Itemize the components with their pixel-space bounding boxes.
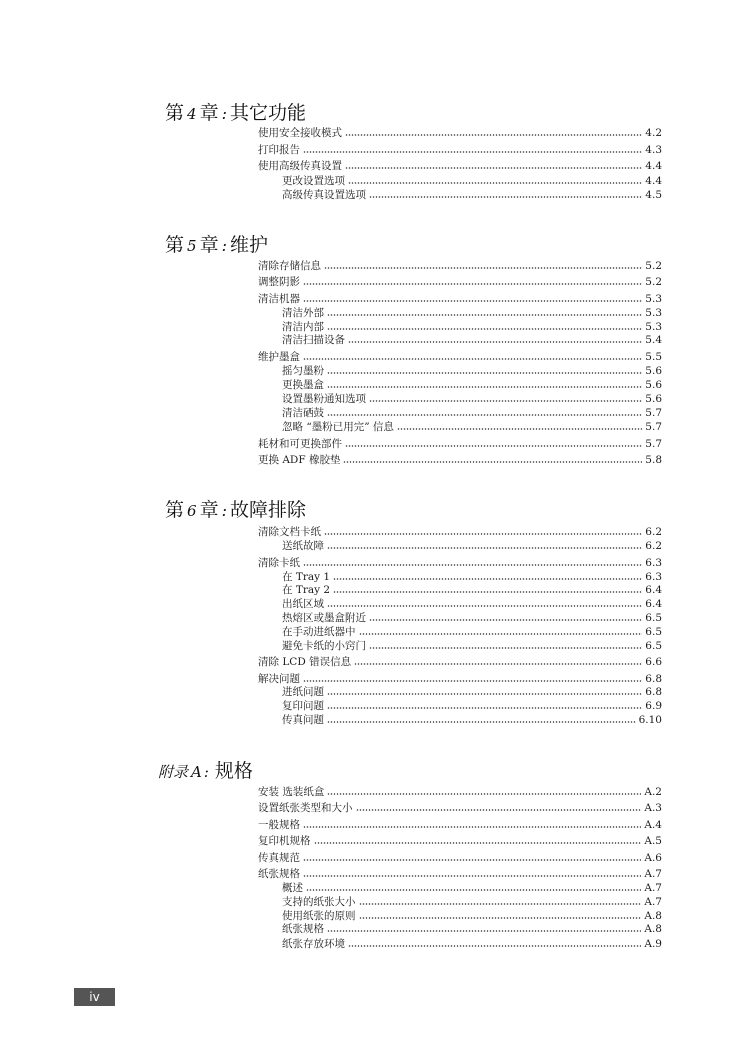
dot-leader: [327, 706, 642, 710]
toc-entry-title: 更改设置选项: [282, 175, 345, 187]
toc-subentry[interactable]: [282, 685, 662, 699]
chapter-title-num: 4: [187, 105, 197, 123]
dot-leader: [397, 427, 642, 431]
toc-entry-title: 设置纸张类型和大小: [258, 802, 353, 814]
toc-page-number: 6.6: [645, 656, 662, 668]
toc-page-number: 5.6: [645, 365, 662, 377]
dot-leader: [327, 546, 642, 550]
toc-subentry[interactable]: [282, 909, 662, 923]
toc-page-number: 6.3: [645, 571, 662, 583]
toc-subentry[interactable]: [282, 583, 662, 597]
toc-entry-title: 复印机规格: [258, 835, 311, 847]
dot-leader: [359, 632, 643, 636]
chapter-title-name: 维护: [229, 234, 268, 256]
dot-leader: [369, 195, 642, 199]
dot-leader: [314, 841, 642, 845]
chapter-title-colon: :: [203, 763, 209, 781]
toc-entry-title: 一般规格: [258, 819, 300, 831]
toc-entry[interactable]: [258, 785, 662, 799]
toc-entry[interactable]: [258, 159, 662, 173]
toc-subentry[interactable]: [282, 320, 662, 334]
dot-leader: [303, 150, 642, 154]
toc-entry-title: 送纸故障: [282, 540, 324, 552]
toc-page-number: 4.4: [645, 175, 662, 187]
dot-leader: [348, 340, 642, 344]
toc-entry[interactable]: [258, 126, 662, 140]
toc-page-number: 6.5: [645, 612, 662, 624]
toc-page-number: 5.7: [645, 421, 662, 433]
dot-leader: [303, 858, 641, 862]
chapter-title: [165, 230, 268, 257]
toc-page-number: 5.7: [645, 407, 662, 419]
toc-entry-title: 清洁机器: [258, 293, 300, 305]
toc-page-number: 6.8: [645, 686, 662, 698]
toc-entry-title: 使用安全接收模式: [258, 127, 342, 139]
toc-page-number: 5.8: [645, 454, 662, 466]
chapter-title: [165, 98, 306, 125]
dot-leader: [348, 944, 641, 948]
toc-page-number: 6.9: [645, 700, 662, 712]
toc-entry[interactable]: [258, 275, 662, 289]
toc-page-number: A.8: [644, 910, 662, 922]
toc-entry[interactable]: [258, 867, 662, 881]
dot-leader: [356, 808, 642, 812]
toc-subentry[interactable]: [282, 937, 662, 951]
toc-page-number: 6.2: [645, 540, 662, 552]
toc-subentry[interactable]: [282, 333, 662, 347]
toc-entry-title: 清洁硒鼓: [282, 407, 324, 419]
toc-entry-title: 摇匀墨粉: [282, 365, 324, 377]
toc-subentry[interactable]: [282, 713, 662, 727]
chapter-title-pre: 附录: [158, 763, 189, 781]
chapter-title-pre: 章: [199, 234, 219, 256]
toc-entry-title: 调整阴影: [258, 276, 300, 288]
toc-entry-title: 打印报告: [258, 144, 300, 156]
toc-page-number: A.7: [644, 896, 662, 908]
toc-page-number: 5.6: [645, 379, 662, 391]
toc-entry-title: 清除卡纸: [258, 557, 300, 569]
toc-page-number: 6.3: [645, 557, 662, 569]
toc-entry[interactable]: [258, 292, 662, 306]
dot-leader: [369, 399, 642, 403]
dot-leader: [327, 385, 642, 389]
toc-subentry[interactable]: [282, 364, 662, 378]
toc-subentry[interactable]: [282, 570, 662, 584]
toc-page-number: 5.3: [645, 307, 662, 319]
dot-leader: [327, 720, 636, 724]
dot-leader: [303, 825, 641, 829]
dot-leader: [327, 313, 642, 317]
page-number-badge: iv: [74, 988, 115, 1006]
chapter-title-name: 故障排除: [229, 499, 306, 521]
dot-leader: [359, 916, 642, 920]
toc-entry-title: 维护墨盒: [258, 351, 300, 363]
dot-leader: [333, 590, 642, 594]
toc-page-number: 6.10: [638, 714, 662, 726]
toc-subentry[interactable]: [282, 625, 662, 639]
toc-entry-title: 在 Tray 2: [282, 584, 331, 596]
toc-entry-title: 高级传真设置选项: [282, 189, 366, 201]
toc-entry-title: 设置墨粉通知选项: [282, 393, 366, 405]
toc-entry-title: 解决问题: [258, 673, 300, 685]
toc-subentry[interactable]: [282, 699, 662, 713]
toc-entry-title: 更换 ADF 橡胶垫: [258, 454, 341, 466]
dot-leader: [345, 133, 642, 137]
dot-leader: [327, 792, 641, 796]
toc-entry[interactable]: [258, 801, 662, 815]
toc-subentry[interactable]: [282, 611, 662, 625]
toc-page-number: 6.4: [645, 584, 662, 596]
chapter-title-pre: 第: [165, 102, 185, 124]
toc-entry-title: 安装 选装纸盒: [258, 786, 325, 798]
dot-leader: [343, 460, 642, 464]
toc-entry-title: 清洁外部: [282, 307, 324, 319]
toc-page-number: 4.3: [645, 144, 662, 156]
toc-subentry[interactable]: [282, 597, 662, 611]
toc-entry-title: 复印问题: [282, 700, 324, 712]
toc-page-number: 6.5: [645, 626, 662, 638]
toc-page-number: A.3: [644, 802, 662, 814]
toc-entry-title: 清除文档卡纸: [258, 526, 321, 538]
toc-page-number: 5.4: [645, 334, 662, 346]
toc-page-number: 5.3: [645, 321, 662, 333]
toc-entry-title: 概述: [282, 882, 303, 894]
chapter-title-pre: 第: [165, 234, 185, 256]
chapter-title-pre: 第: [165, 499, 185, 521]
toc-entry[interactable]: [258, 259, 662, 273]
dot-leader: [327, 327, 642, 331]
chapter-title: [158, 756, 253, 783]
toc-page-number: A.5: [644, 835, 662, 847]
chapter-title-colon: :: [221, 236, 227, 255]
toc-page-number: 5.3: [645, 293, 662, 305]
toc-subentry[interactable]: [282, 895, 662, 909]
toc-page-number: 6.4: [645, 598, 662, 610]
toc-entry-title: 纸张规格: [258, 868, 300, 880]
toc-entry-title: 支持的纸张大小: [282, 896, 356, 908]
toc-entry[interactable]: [258, 851, 662, 865]
toc-entry-title: 热熔区或墨盒附近: [282, 612, 366, 624]
dot-leader: [348, 181, 642, 185]
chapter-title-name: 其它功能: [229, 102, 306, 124]
toc-entry-title: 在手动进纸器中: [282, 626, 356, 638]
toc-page-number: A.7: [644, 882, 662, 894]
toc-page-number: 6.2: [645, 526, 662, 538]
toc-entry[interactable]: [258, 655, 662, 669]
toc-entry-title: 清洁内部: [282, 321, 324, 333]
toc-page-number: A.8: [644, 923, 662, 935]
toc-page-number: A.6: [644, 852, 662, 864]
toc-entry-title: 清洁扫描设备: [282, 334, 345, 346]
toc-entry[interactable]: [258, 143, 662, 157]
dot-leader: [306, 888, 641, 892]
dot-leader: [369, 646, 642, 650]
toc-page-number: A.9: [644, 938, 662, 950]
toc-subentry[interactable]: [282, 378, 662, 392]
toc-page-number: A.4: [644, 819, 662, 831]
dot-leader: [303, 563, 642, 567]
dot-leader: [327, 604, 642, 608]
dot-leader: [359, 902, 642, 906]
toc-entry-title: 传真问题: [282, 714, 324, 726]
toc-subentry[interactable]: [282, 420, 662, 434]
toc-subentry[interactable]: [282, 392, 662, 406]
toc-subentry[interactable]: [282, 881, 662, 895]
toc-entry[interactable]: [258, 834, 662, 848]
toc-entry[interactable]: [258, 556, 662, 570]
toc-entry-title: 使用纸张的原则: [282, 910, 356, 922]
chapter-title: [165, 495, 306, 522]
toc-page-number: 4.2: [645, 127, 662, 139]
toc-subentry[interactable]: [282, 174, 662, 188]
toc-entry-title: 清除 LCD 错误信息: [258, 656, 352, 668]
toc-entry[interactable]: [258, 350, 662, 364]
toc-page-number: 5.2: [645, 260, 662, 272]
dot-leader: [354, 662, 642, 666]
toc-subentry[interactable]: [282, 188, 662, 202]
dot-leader: [327, 371, 642, 375]
toc-page-number: 6.8: [645, 673, 662, 685]
toc-page-number: 4.5: [645, 189, 662, 201]
toc-subentry[interactable]: [282, 306, 662, 320]
toc-entry-title: 纸张存放环境: [282, 938, 345, 950]
dot-leader: [303, 282, 642, 286]
toc-entry[interactable]: [258, 525, 662, 539]
toc-page-number: 5.6: [645, 393, 662, 405]
dot-leader: [303, 357, 642, 361]
dot-leader: [327, 692, 642, 696]
chapter-title-name: 规格: [214, 760, 253, 782]
toc-entry[interactable]: [258, 818, 662, 832]
toc-page-number: 5.7: [645, 438, 662, 450]
toc-entry-title: 避免卡纸的小窍门: [282, 640, 366, 652]
chapter-title-colon: :: [221, 501, 227, 520]
toc-entry-title: 忽略 “墨粉已用完” 信息: [282, 421, 394, 433]
dot-leader: [324, 532, 642, 536]
dot-leader: [303, 299, 642, 303]
dot-leader: [333, 577, 642, 581]
dot-leader: [345, 444, 642, 448]
chapter-title-pre: 章: [199, 499, 219, 521]
dot-leader: [324, 266, 642, 270]
toc-page-number: 4.4: [645, 160, 662, 172]
toc-subentry[interactable]: [282, 539, 662, 553]
dot-leader: [303, 874, 641, 878]
toc-entry-title: 出纸区域: [282, 598, 324, 610]
dot-leader: [327, 929, 641, 933]
toc-entry-title: 更换墨盒: [282, 379, 324, 391]
dot-leader: [327, 413, 642, 417]
toc-entry-title: 纸张规格: [282, 923, 324, 935]
toc-entry-title: 在 Tray 1: [282, 571, 331, 583]
chapter-title-colon: :: [221, 104, 227, 123]
toc-page-number: A.7: [644, 868, 662, 880]
toc-entry[interactable]: [258, 453, 662, 467]
toc-page-number: 5.5: [645, 351, 662, 363]
toc-entry-title: 进纸问题: [282, 686, 324, 698]
toc-entry-title: 传真规范: [258, 852, 300, 864]
toc-page-number: 5.2: [645, 276, 662, 288]
toc-entry-title: 清除存储信息: [258, 260, 321, 272]
dot-leader: [369, 618, 642, 622]
chapter-title-num: 5: [187, 237, 197, 255]
toc-subentry[interactable]: [282, 406, 662, 420]
dot-leader: [345, 166, 642, 170]
toc-page-number: A.2: [644, 786, 662, 798]
toc-entry-title: 使用高级传真设置: [258, 160, 342, 172]
chapter-title-pre: 章: [199, 102, 219, 124]
chapter-title-num: 6: [187, 502, 197, 520]
toc-entry-title: 耗材和可更换部件: [258, 438, 342, 450]
chapter-title-num: A: [191, 763, 202, 781]
toc-entry[interactable]: [258, 437, 662, 451]
dot-leader: [303, 679, 642, 683]
toc-entry[interactable]: [258, 672, 662, 686]
toc-subentry[interactable]: [282, 922, 662, 936]
toc-subentry[interactable]: [282, 639, 662, 653]
toc-page-number: 6.5: [645, 640, 662, 652]
